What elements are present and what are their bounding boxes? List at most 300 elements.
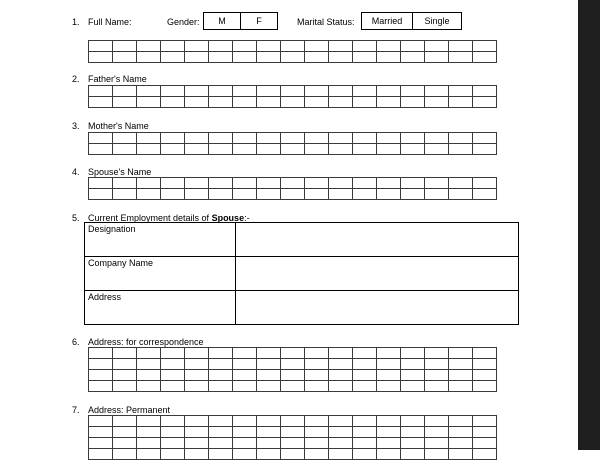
- char-box[interactable]: [473, 381, 497, 392]
- char-box[interactable]: [329, 359, 353, 370]
- char-box[interactable]: [113, 189, 137, 200]
- char-box[interactable]: [209, 359, 233, 370]
- char-box[interactable]: [113, 438, 137, 449]
- char-box[interactable]: [161, 97, 185, 108]
- char-box[interactable]: [89, 144, 113, 155]
- spouses-name-grid[interactable]: [88, 177, 497, 200]
- char-box[interactable]: [281, 348, 305, 359]
- char-box[interactable]: [449, 178, 473, 189]
- char-box[interactable]: [377, 449, 401, 460]
- char-box[interactable]: [425, 381, 449, 392]
- char-box[interactable]: [209, 52, 233, 63]
- char-box[interactable]: [401, 97, 425, 108]
- char-box[interactable]: [185, 178, 209, 189]
- char-box[interactable]: [161, 416, 185, 427]
- char-box[interactable]: [89, 133, 113, 144]
- char-box[interactable]: [305, 359, 329, 370]
- char-box[interactable]: [449, 449, 473, 460]
- grid-row: [89, 178, 497, 189]
- char-box[interactable]: [233, 449, 257, 460]
- char-box[interactable]: [185, 189, 209, 200]
- char-box[interactable]: [305, 86, 329, 97]
- char-box[interactable]: [137, 144, 161, 155]
- char-box[interactable]: [257, 133, 281, 144]
- char-box[interactable]: [473, 359, 497, 370]
- char-box[interactable]: [137, 97, 161, 108]
- char-box[interactable]: [401, 133, 425, 144]
- char-box[interactable]: [185, 427, 209, 438]
- char-box[interactable]: [89, 359, 113, 370]
- char-box[interactable]: [377, 41, 401, 52]
- char-box[interactable]: [305, 52, 329, 63]
- char-box[interactable]: [137, 178, 161, 189]
- char-box[interactable]: [425, 427, 449, 438]
- grid-row: [89, 133, 497, 144]
- char-box[interactable]: [137, 133, 161, 144]
- char-box[interactable]: [401, 348, 425, 359]
- designation-field[interactable]: [236, 223, 519, 257]
- char-box[interactable]: [353, 438, 377, 449]
- char-box[interactable]: [377, 86, 401, 97]
- char-box[interactable]: [209, 189, 233, 200]
- char-box[interactable]: [401, 381, 425, 392]
- char-box[interactable]: [449, 133, 473, 144]
- char-box[interactable]: [305, 427, 329, 438]
- char-box[interactable]: [353, 370, 377, 381]
- char-box[interactable]: [257, 359, 281, 370]
- marital-option-married[interactable]: Married: [362, 13, 413, 30]
- char-box[interactable]: [161, 348, 185, 359]
- char-box[interactable]: [185, 144, 209, 155]
- mothers-name-grid[interactable]: [88, 132, 497, 155]
- char-box[interactable]: [137, 189, 161, 200]
- char-box[interactable]: [89, 370, 113, 381]
- q5-number: 5.: [72, 213, 80, 223]
- char-box[interactable]: [233, 52, 257, 63]
- char-box[interactable]: [257, 52, 281, 63]
- char-box[interactable]: [161, 86, 185, 97]
- char-box[interactable]: [473, 348, 497, 359]
- char-box[interactable]: [209, 449, 233, 460]
- char-box[interactable]: [281, 133, 305, 144]
- char-box[interactable]: [185, 449, 209, 460]
- char-box[interactable]: [305, 41, 329, 52]
- company-name-field[interactable]: [236, 257, 519, 291]
- char-box[interactable]: [353, 348, 377, 359]
- char-box[interactable]: [281, 449, 305, 460]
- q3-number: 3.: [72, 121, 80, 131]
- char-box[interactable]: [329, 416, 353, 427]
- char-box[interactable]: [113, 41, 137, 52]
- char-box[interactable]: [473, 41, 497, 52]
- char-box[interactable]: [473, 86, 497, 97]
- char-box[interactable]: [257, 438, 281, 449]
- char-box[interactable]: [89, 189, 113, 200]
- char-box[interactable]: [473, 449, 497, 460]
- char-box[interactable]: [89, 178, 113, 189]
- char-box[interactable]: [353, 41, 377, 52]
- char-box[interactable]: [257, 370, 281, 381]
- char-box[interactable]: [449, 86, 473, 97]
- char-box[interactable]: [209, 370, 233, 381]
- char-box[interactable]: [425, 359, 449, 370]
- char-box[interactable]: [449, 427, 473, 438]
- char-box[interactable]: [137, 438, 161, 449]
- char-box[interactable]: [281, 41, 305, 52]
- char-box[interactable]: [185, 86, 209, 97]
- char-box[interactable]: [113, 133, 137, 144]
- char-box[interactable]: [449, 370, 473, 381]
- char-box[interactable]: [449, 41, 473, 52]
- char-box[interactable]: [233, 416, 257, 427]
- char-box[interactable]: [161, 41, 185, 52]
- char-box[interactable]: [89, 416, 113, 427]
- spouse-address-field[interactable]: [236, 291, 519, 325]
- char-box[interactable]: [137, 449, 161, 460]
- char-box[interactable]: [377, 133, 401, 144]
- char-box[interactable]: [209, 438, 233, 449]
- char-box[interactable]: [113, 427, 137, 438]
- char-box[interactable]: [161, 370, 185, 381]
- char-box[interactable]: [329, 189, 353, 200]
- char-box[interactable]: [401, 449, 425, 460]
- char-box[interactable]: [281, 370, 305, 381]
- char-box[interactable]: [305, 189, 329, 200]
- char-box[interactable]: [233, 189, 257, 200]
- char-box[interactable]: [209, 416, 233, 427]
- char-box[interactable]: [257, 427, 281, 438]
- char-box[interactable]: [377, 416, 401, 427]
- char-box[interactable]: [377, 359, 401, 370]
- char-box[interactable]: [209, 41, 233, 52]
- char-box[interactable]: [473, 133, 497, 144]
- char-box[interactable]: [425, 97, 449, 108]
- char-box[interactable]: [377, 438, 401, 449]
- char-box[interactable]: [233, 359, 257, 370]
- char-box[interactable]: [353, 52, 377, 63]
- char-box[interactable]: [401, 416, 425, 427]
- q7-number: 7.: [72, 405, 80, 415]
- char-box[interactable]: [425, 52, 449, 63]
- char-box[interactable]: [89, 381, 113, 392]
- char-box[interactable]: [257, 178, 281, 189]
- correspondence-address-grid[interactable]: [88, 347, 497, 392]
- char-box[interactable]: [161, 381, 185, 392]
- char-box[interactable]: [281, 52, 305, 63]
- char-box[interactable]: [233, 438, 257, 449]
- char-box[interactable]: [473, 52, 497, 63]
- char-box[interactable]: [89, 41, 113, 52]
- char-box[interactable]: [305, 381, 329, 392]
- char-box[interactable]: [401, 370, 425, 381]
- char-box[interactable]: [305, 144, 329, 155]
- char-box[interactable]: [449, 189, 473, 200]
- char-box[interactable]: [377, 144, 401, 155]
- char-box[interactable]: [449, 381, 473, 392]
- char-box[interactable]: [233, 348, 257, 359]
- char-box[interactable]: [161, 52, 185, 63]
- char-box[interactable]: [305, 449, 329, 460]
- employment-row: [85, 223, 519, 257]
- char-box[interactable]: [185, 41, 209, 52]
- char-box[interactable]: [401, 52, 425, 63]
- char-box[interactable]: [161, 427, 185, 438]
- char-box[interactable]: [473, 178, 497, 189]
- char-box[interactable]: [209, 144, 233, 155]
- char-box[interactable]: [209, 178, 233, 189]
- char-box[interactable]: [353, 144, 377, 155]
- char-box[interactable]: [305, 416, 329, 427]
- char-box[interactable]: [425, 178, 449, 189]
- char-box[interactable]: [161, 449, 185, 460]
- char-box[interactable]: [353, 449, 377, 460]
- char-box[interactable]: [137, 381, 161, 392]
- char-box[interactable]: [305, 348, 329, 359]
- char-box[interactable]: [113, 449, 137, 460]
- char-box[interactable]: [473, 370, 497, 381]
- char-box[interactable]: [89, 348, 113, 359]
- char-box[interactable]: [329, 86, 353, 97]
- char-box[interactable]: [89, 52, 113, 63]
- char-box[interactable]: [353, 427, 377, 438]
- char-box[interactable]: [281, 381, 305, 392]
- char-box[interactable]: [209, 86, 233, 97]
- char-box[interactable]: [161, 144, 185, 155]
- char-box[interactable]: [281, 189, 305, 200]
- char-box[interactable]: [281, 97, 305, 108]
- char-box[interactable]: [113, 381, 137, 392]
- char-box[interactable]: [329, 52, 353, 63]
- char-box[interactable]: [89, 86, 113, 97]
- char-box[interactable]: [449, 348, 473, 359]
- char-box[interactable]: [113, 178, 137, 189]
- char-box[interactable]: [233, 144, 257, 155]
- char-box[interactable]: [281, 178, 305, 189]
- char-box[interactable]: [137, 41, 161, 52]
- char-box[interactable]: [329, 449, 353, 460]
- char-box[interactable]: [353, 359, 377, 370]
- char-box[interactable]: [353, 133, 377, 144]
- char-box[interactable]: [257, 189, 281, 200]
- char-box[interactable]: [449, 144, 473, 155]
- char-box[interactable]: [113, 416, 137, 427]
- char-box[interactable]: [377, 348, 401, 359]
- char-box[interactable]: [137, 359, 161, 370]
- char-box[interactable]: [257, 449, 281, 460]
- fathers-name-grid[interactable]: [88, 85, 497, 108]
- char-box[interactable]: [305, 133, 329, 144]
- char-box[interactable]: [257, 144, 281, 155]
- char-box[interactable]: [329, 438, 353, 449]
- char-box[interactable]: [161, 359, 185, 370]
- char-box[interactable]: [257, 97, 281, 108]
- char-box[interactable]: [281, 416, 305, 427]
- char-box[interactable]: [137, 427, 161, 438]
- char-box[interactable]: [401, 41, 425, 52]
- char-box[interactable]: [425, 86, 449, 97]
- gender-option-f[interactable]: F: [241, 13, 278, 30]
- char-box[interactable]: [449, 97, 473, 108]
- char-box[interactable]: [377, 189, 401, 200]
- char-box[interactable]: [425, 438, 449, 449]
- char-box[interactable]: [425, 416, 449, 427]
- char-box[interactable]: [473, 97, 497, 108]
- char-box[interactable]: [353, 86, 377, 97]
- char-box[interactable]: [281, 86, 305, 97]
- char-box[interactable]: [185, 348, 209, 359]
- char-box[interactable]: [233, 178, 257, 189]
- char-box[interactable]: [161, 178, 185, 189]
- char-box[interactable]: [377, 370, 401, 381]
- char-box[interactable]: [185, 359, 209, 370]
- char-box[interactable]: [329, 97, 353, 108]
- q6-number: 6.: [72, 337, 80, 347]
- employment-details-table: [84, 222, 519, 325]
- char-box[interactable]: [161, 133, 185, 144]
- char-box[interactable]: [113, 52, 137, 63]
- char-box[interactable]: [425, 189, 449, 200]
- char-box[interactable]: [329, 348, 353, 359]
- char-box[interactable]: [233, 97, 257, 108]
- char-box[interactable]: [185, 133, 209, 144]
- char-box[interactable]: [161, 189, 185, 200]
- char-box[interactable]: [281, 438, 305, 449]
- char-box[interactable]: [425, 348, 449, 359]
- char-box[interactable]: [257, 41, 281, 52]
- char-box[interactable]: [233, 41, 257, 52]
- char-box[interactable]: [353, 178, 377, 189]
- permanent-address-grid[interactable]: [88, 415, 497, 460]
- q2-number: 2.: [72, 74, 80, 84]
- char-box[interactable]: [473, 144, 497, 155]
- char-box[interactable]: [473, 416, 497, 427]
- char-box[interactable]: [209, 381, 233, 392]
- employment-label-suffix: :-: [244, 213, 250, 223]
- char-box[interactable]: [209, 427, 233, 438]
- char-box[interactable]: [233, 133, 257, 144]
- char-box[interactable]: [305, 370, 329, 381]
- grid-row: [89, 41, 497, 52]
- char-box[interactable]: [329, 133, 353, 144]
- char-box[interactable]: [353, 416, 377, 427]
- char-box[interactable]: [449, 416, 473, 427]
- char-box[interactable]: [449, 52, 473, 63]
- char-box[interactable]: [377, 178, 401, 189]
- char-box[interactable]: [137, 86, 161, 97]
- char-box[interactable]: [305, 178, 329, 189]
- char-box[interactable]: [137, 348, 161, 359]
- char-box[interactable]: [113, 86, 137, 97]
- char-box[interactable]: [209, 133, 233, 144]
- char-box[interactable]: [329, 381, 353, 392]
- char-box[interactable]: [257, 86, 281, 97]
- char-box[interactable]: [113, 144, 137, 155]
- permanent-address-label: Address: Permanent: [88, 405, 171, 415]
- char-box[interactable]: [401, 86, 425, 97]
- char-box[interactable]: [185, 370, 209, 381]
- char-box[interactable]: [137, 52, 161, 63]
- char-box[interactable]: [353, 189, 377, 200]
- char-box[interactable]: [281, 144, 305, 155]
- char-box[interactable]: [209, 348, 233, 359]
- char-box[interactable]: [113, 348, 137, 359]
- char-box[interactable]: [377, 97, 401, 108]
- char-box[interactable]: [113, 370, 137, 381]
- vertical-scrollbar[interactable]: [578, 0, 600, 450]
- char-box[interactable]: [257, 348, 281, 359]
- char-box[interactable]: [185, 381, 209, 392]
- char-box[interactable]: [89, 449, 113, 460]
- char-box[interactable]: [353, 97, 377, 108]
- char-box[interactable]: [353, 381, 377, 392]
- full-name-grid[interactable]: [88, 40, 497, 63]
- char-box[interactable]: [137, 370, 161, 381]
- full-name-label: Full Name:: [88, 17, 132, 27]
- char-box[interactable]: [425, 41, 449, 52]
- grid-row: [89, 97, 497, 108]
- char-box[interactable]: [305, 438, 329, 449]
- char-box[interactable]: [401, 427, 425, 438]
- char-box[interactable]: [233, 427, 257, 438]
- char-box[interactable]: [425, 133, 449, 144]
- char-box[interactable]: [329, 370, 353, 381]
- char-box[interactable]: [233, 381, 257, 392]
- char-box[interactable]: [185, 97, 209, 108]
- char-box[interactable]: [161, 438, 185, 449]
- char-box[interactable]: [185, 52, 209, 63]
- char-box[interactable]: [377, 381, 401, 392]
- char-box[interactable]: [233, 86, 257, 97]
- char-box[interactable]: [209, 97, 233, 108]
- char-box[interactable]: [281, 427, 305, 438]
- char-box[interactable]: [401, 438, 425, 449]
- char-box[interactable]: [449, 438, 473, 449]
- char-box[interactable]: [377, 52, 401, 63]
- char-box[interactable]: [257, 381, 281, 392]
- char-box[interactable]: [425, 449, 449, 460]
- marital-option-single[interactable]: Single: [413, 13, 462, 30]
- char-box[interactable]: [137, 416, 161, 427]
- char-box[interactable]: [305, 97, 329, 108]
- char-box[interactable]: [425, 144, 449, 155]
- char-box[interactable]: [329, 144, 353, 155]
- char-box[interactable]: [401, 144, 425, 155]
- char-box[interactable]: [89, 97, 113, 108]
- char-box[interactable]: [473, 189, 497, 200]
- char-box[interactable]: [449, 359, 473, 370]
- char-box[interactable]: [233, 370, 257, 381]
- char-box[interactable]: [329, 41, 353, 52]
- char-box[interactable]: [401, 359, 425, 370]
- char-box[interactable]: [185, 416, 209, 427]
- char-box[interactable]: [89, 427, 113, 438]
- char-box[interactable]: [185, 438, 209, 449]
- char-box[interactable]: [113, 359, 137, 370]
- char-box[interactable]: [401, 189, 425, 200]
- gender-option-m[interactable]: M: [204, 13, 241, 30]
- char-box[interactable]: [329, 427, 353, 438]
- char-box[interactable]: [401, 178, 425, 189]
- char-box[interactable]: [89, 438, 113, 449]
- char-box[interactable]: [377, 427, 401, 438]
- char-box[interactable]: [425, 370, 449, 381]
- char-box[interactable]: [113, 97, 137, 108]
- char-box[interactable]: [473, 438, 497, 449]
- char-box[interactable]: [281, 359, 305, 370]
- char-box[interactable]: [473, 427, 497, 438]
- char-box[interactable]: [329, 178, 353, 189]
- char-box[interactable]: [257, 416, 281, 427]
